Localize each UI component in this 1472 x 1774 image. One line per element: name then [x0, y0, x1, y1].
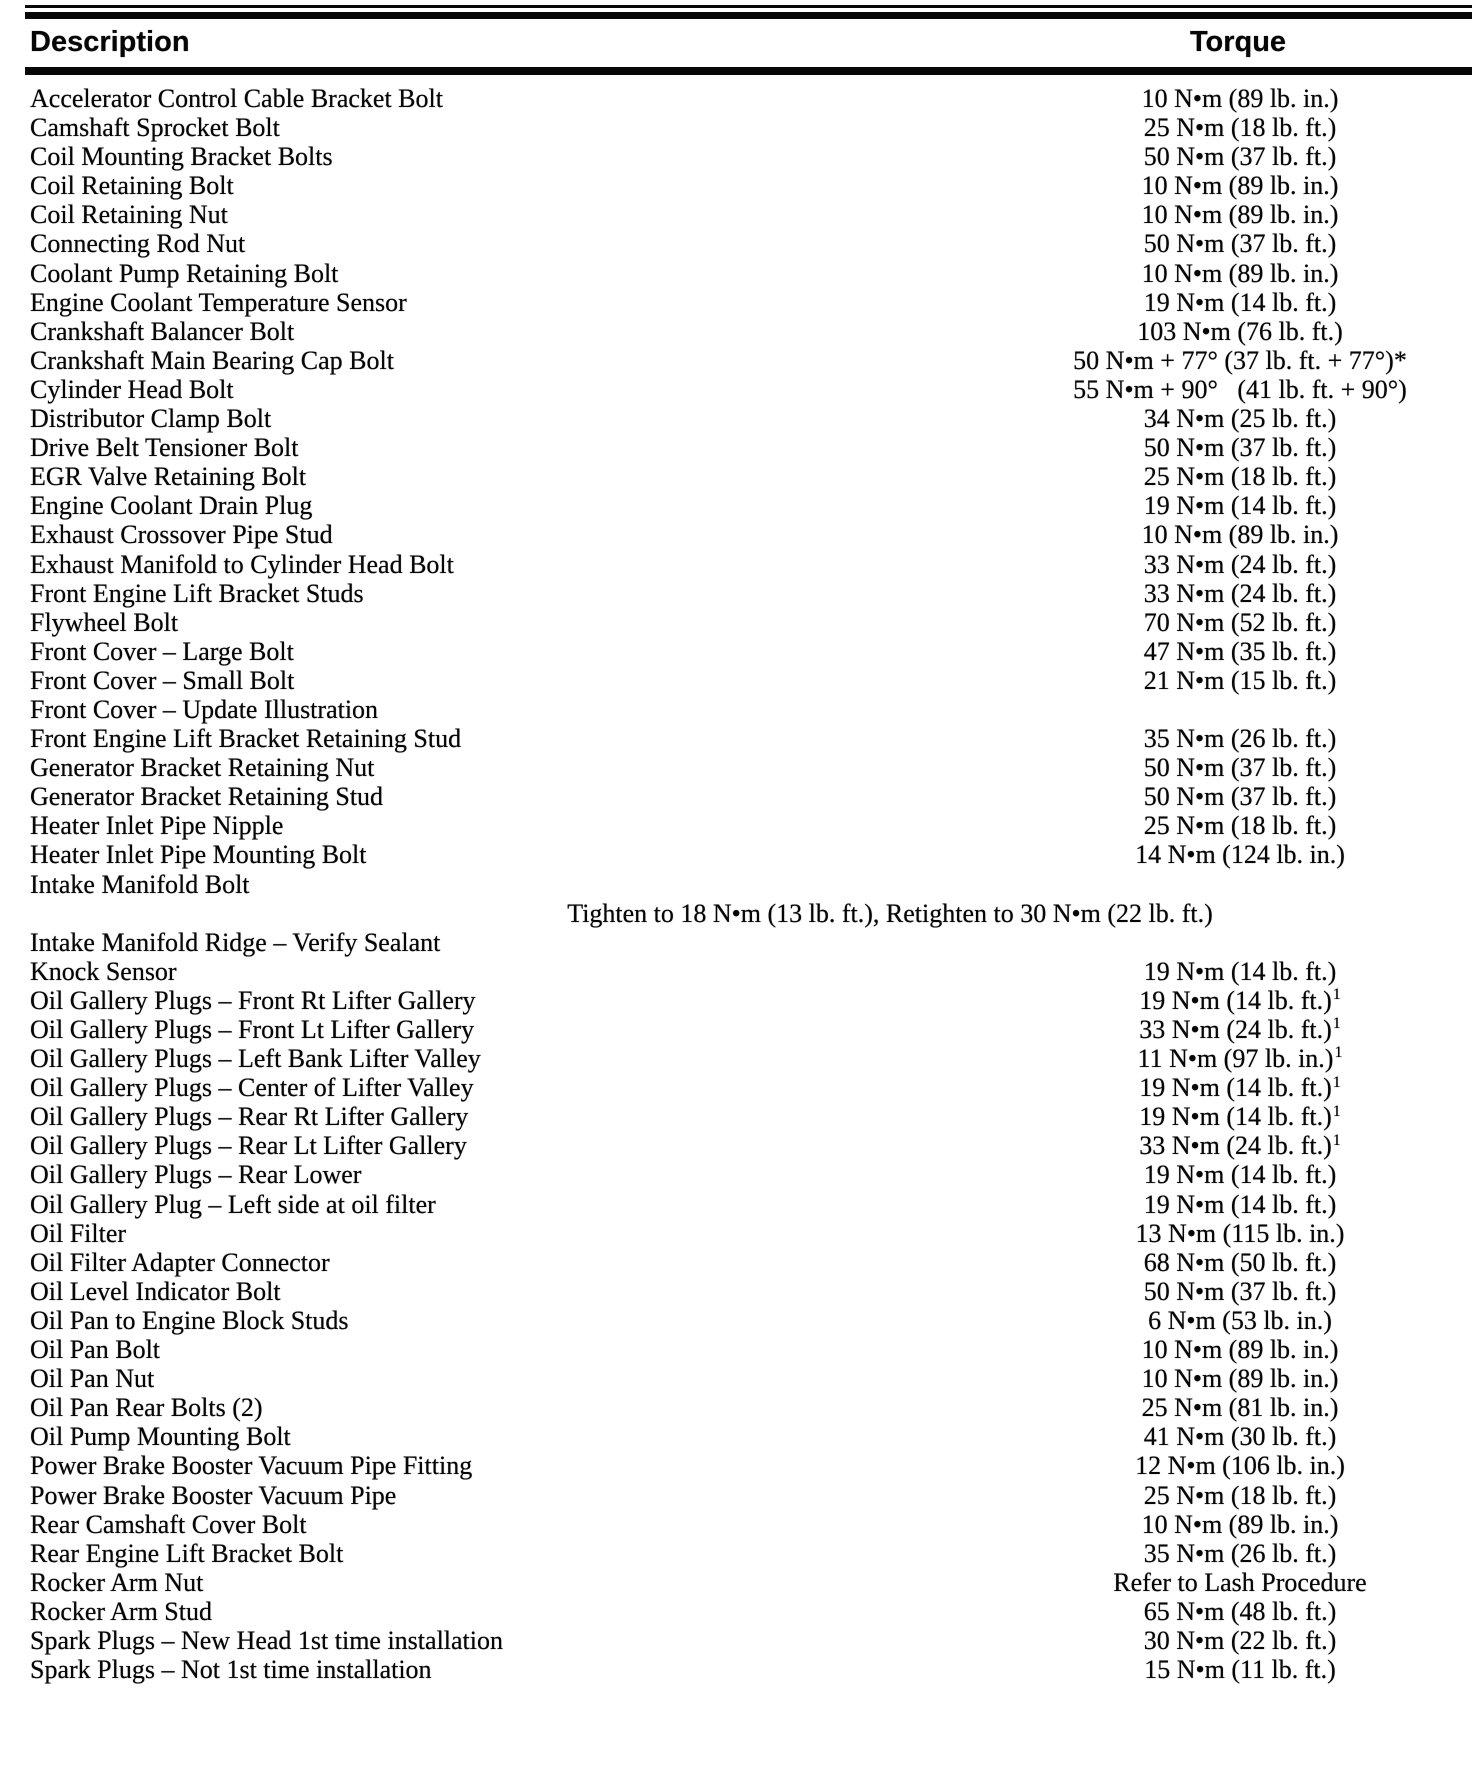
table-row — [0, 1510, 1472, 1539]
table-row — [0, 608, 1472, 637]
column-header-torque: Torque — [1189, 26, 1287, 58]
table-row — [0, 404, 1472, 433]
row-torque-value: 33 N•m (24 lb. ft.)$^1$ — [1139, 1015, 1341, 1044]
table-row — [0, 462, 1472, 491]
row-torque-value: 19 N•m (14 lb. ft.)$^1$ — [1139, 1102, 1341, 1132]
row-description: Spark Plugs – New Head 1st time installation — [30, 1625, 504, 1655]
row-description: Oil Pan Bolt — [30, 1335, 161, 1365]
row-description: Intake Manifold Bolt — [30, 869, 250, 899]
row-torque-value: 19 N•m (14 lb. ft.) — [1143, 1160, 1337, 1190]
row-torque-value: 50 N•m (37 lb. ft.) — [1143, 753, 1337, 783]
header-rule — [25, 67, 1472, 75]
row-torque-footnote-marker: 1 — [1332, 986, 1341, 1004]
row-torque-value: 10 N•m (89 lb. in.) — [1141, 1509, 1339, 1539]
table-row — [0, 1393, 1472, 1422]
table-row — [0, 1539, 1472, 1568]
table-row — [0, 1044, 1472, 1073]
row-description: Accelerator Control Cable Bracket Bolt — [30, 84, 443, 113]
row-torque-value: 10 N•m (89 lb. in.) — [1141, 171, 1339, 201]
table-row — [0, 1568, 1472, 1597]
row-torque-value: 10 N•m (89 lb. in.) — [1141, 200, 1339, 230]
row-torque-value: 68 N•m (50 lb. ft.) — [1143, 1247, 1337, 1277]
row-torque-value: 35 N•m (26 lb. ft.) — [1143, 724, 1337, 754]
row-description: Generator Bracket Retaining Stud — [30, 782, 384, 812]
row-description: Oil Pan Rear Bolts (2) — [30, 1393, 263, 1423]
row-torque-value: 50 N•m (37 lb. ft.) — [1143, 782, 1337, 812]
row-torque-value: 25 N•m (18 lb. ft.) — [1143, 462, 1337, 492]
table-row — [0, 724, 1472, 753]
row-description: Oil Filter Adapter Connector — [30, 1247, 330, 1277]
table-row — [0, 928, 1472, 957]
row-torque-value: 11 N•m (97 lb. in.)$^1$ — [1137, 1044, 1343, 1074]
table-row — [0, 171, 1472, 200]
row-description: Flywheel Bolt — [30, 607, 179, 637]
row-description: Generator Bracket Retaining Nut — [30, 753, 375, 783]
row-description: EGR Valve Retaining Bolt — [30, 462, 307, 492]
table-body — [0, 84, 1472, 1684]
row-description: Connecting Rod Nut — [30, 229, 246, 259]
row-description: Rear Camshaft Cover Bolt — [30, 1509, 307, 1539]
row-torque-value: 41 N•m (30 lb. ft.) — [1143, 1422, 1337, 1452]
row-description: Rocker Arm Nut — [30, 1567, 204, 1597]
row-torque-value: Refer to Lash Procedure — [1113, 1567, 1367, 1597]
row-description: Heater Inlet Pipe Mounting Bolt — [30, 840, 367, 870]
row-description: Engine Coolant Drain Plug — [30, 491, 313, 521]
top-rule-thin — [25, 5, 1472, 8]
row-torque-value: 10 N•m (89 lb. in.) — [1141, 84, 1339, 113]
table-row — [0, 1073, 1472, 1102]
row-torque-value: 6 N•m (53 lb. in.) — [1148, 1305, 1332, 1335]
row-torque-value: 19 N•m (14 lb. ft.) — [1143, 287, 1337, 317]
row-description: Camshaft Sprocket Bolt — [30, 113, 280, 143]
row-torque-value: 33 N•m (24 lb. ft.)$^1$ — [1139, 1131, 1341, 1161]
row-torque-value: 10 N•m (89 lb. in.) — [1141, 258, 1339, 288]
table-row — [0, 1015, 1472, 1044]
table-row — [0, 375, 1472, 404]
table-row — [0, 957, 1472, 986]
table-row — [0, 317, 1472, 346]
row-torque-value: 13 N•m (115 lb. in.) — [1135, 1218, 1345, 1248]
row-torque-value: 19 N•m (14 lb. ft.) — [1143, 956, 1337, 986]
row-description: Intake Manifold Ridge – Verify Sealant — [30, 927, 441, 957]
row-spanning-torque-note: Tighten to 18 N•m (13 lb. ft.), Retighten to 30 N•m (22 lb. ft.) — [567, 898, 1213, 928]
row-torque-footnote-marker: 1 — [1332, 1015, 1341, 1033]
table-row — [0, 1335, 1472, 1364]
row-description: Drive Belt Tensioner Bolt — [30, 433, 299, 463]
row-torque-value: 70 N•m (52 lb. ft.) — [1143, 607, 1337, 637]
table-row — [0, 113, 1472, 142]
table-row — [0, 433, 1472, 462]
row-description: Oil Level Indicator Bolt — [30, 1276, 281, 1306]
row-torque-value: 65 N•m (48 lb. ft.) — [1143, 1596, 1337, 1626]
row-torque-value: 25 N•m (18 lb. ft.) — [1143, 811, 1337, 841]
row-torque-value: 35 N•m (26 lb. ft.) — [1143, 1538, 1337, 1568]
row-torque-value: 103 N•m (76 lb. ft.) — [1137, 316, 1343, 346]
row-description: Knock Sensor — [30, 956, 177, 986]
row-torque-value: 12 N•m (106 lb. in.) — [1135, 1451, 1345, 1481]
table-row — [0, 1451, 1472, 1480]
row-description: Oil Filter — [30, 1218, 127, 1248]
table-row — [0, 579, 1472, 608]
row-description: Cylinder Head Bolt — [30, 374, 234, 404]
table-row — [0, 142, 1472, 171]
table-row — [0, 753, 1472, 782]
table-row — [0, 695, 1472, 724]
table-row — [0, 520, 1472, 549]
table-row — [0, 1597, 1472, 1626]
row-torque-value: 50 N•m (37 lb. ft.) — [1143, 229, 1337, 259]
row-description: Exhaust Crossover Pipe Stud — [30, 520, 333, 550]
row-torque-value: 10 N•m (89 lb. in.) — [1141, 520, 1339, 550]
row-torque-value: 50 N•m + 77° (37 lb. ft. + 77°)* — [1073, 345, 1407, 375]
row-torque-value: 25 N•m (18 lb. ft.) — [1143, 113, 1337, 143]
table-row — [0, 1306, 1472, 1335]
table-row — [0, 840, 1472, 869]
table-row — [0, 1422, 1472, 1451]
row-torque-value: 33 N•m (24 lb. ft.) — [1143, 549, 1337, 579]
row-torque-value: 50 N•m (37 lb. ft.) — [1143, 142, 1337, 172]
row-description: Front Cover – Small Bolt — [30, 665, 295, 695]
table-row — [0, 1481, 1472, 1510]
row-description: Front Cover – Update Illustration — [30, 694, 379, 724]
table-row-note — [0, 899, 1472, 928]
top-rule-thick — [25, 12, 1472, 19]
row-description: Distributor Clamp Bolt — [30, 404, 272, 434]
row-description: Front Engine Lift Bracket Studs — [30, 578, 364, 608]
row-torque-footnote-marker: 1 — [1332, 1073, 1341, 1091]
row-description: Oil Gallery Plugs – Front Rt Lifter Gallery — [30, 985, 476, 1015]
row-torque-value: 50 N•m (37 lb. ft.) — [1143, 433, 1337, 463]
table-row — [0, 1102, 1472, 1131]
row-description: Coil Retaining Bolt — [30, 171, 234, 201]
table-row — [0, 84, 1472, 113]
table-row — [0, 1277, 1472, 1306]
row-torque-value: 25 N•m (81 lb. in.) — [1141, 1393, 1339, 1423]
row-description: Oil Pan Nut — [30, 1364, 155, 1394]
row-torque-value: 47 N•m (35 lb. ft.) — [1143, 636, 1337, 666]
row-torque-value: 50 N•m (37 lb. ft.) — [1143, 1276, 1337, 1306]
row-description: Coil Retaining Nut — [30, 200, 228, 230]
table-row — [0, 288, 1472, 317]
row-torque-value: 30 N•m (22 lb. ft.) — [1143, 1625, 1337, 1655]
row-torque-footnote-marker: 1 — [1332, 1102, 1341, 1120]
row-description: Power Brake Booster Vacuum Pipe — [30, 1480, 397, 1510]
table-row — [0, 550, 1472, 579]
row-torque-value: 10 N•m (89 lb. in.) — [1141, 1364, 1339, 1394]
row-torque-value: 34 N•m (25 lb. ft.) — [1143, 404, 1337, 434]
row-torque-value: 10 N•m (89 lb. in.) — [1141, 1335, 1339, 1365]
row-torque-value: 19 N•m (14 lb. ft.)$^1$ — [1139, 1073, 1341, 1103]
row-description: Rear Engine Lift Bracket Bolt — [30, 1538, 344, 1568]
row-torque-value: 19 N•m (14 lb. ft.) — [1143, 491, 1337, 521]
row-description: Coil Mounting Bracket Bolts — [30, 142, 333, 172]
row-description: Oil Gallery Plug – Left side at oil filter — [30, 1189, 436, 1219]
row-torque-footnote-marker: 1 — [1334, 1044, 1343, 1062]
row-torque-value: 19 N•m (14 lb. ft.)$^1$ — [1139, 985, 1341, 1015]
table-row — [0, 1626, 1472, 1655]
table-row — [0, 782, 1472, 811]
row-torque-value: 19 N•m (14 lb. ft.) — [1143, 1189, 1337, 1219]
row-description: Exhaust Manifold to Cylinder Head Bolt — [30, 549, 454, 579]
table-row — [0, 666, 1472, 695]
table-row — [0, 870, 1472, 899]
row-description: Oil Gallery Plugs – Front Lt Lifter Gallery — [30, 1015, 475, 1044]
row-torque-value: 21 N•m (15 lb. ft.) — [1143, 665, 1337, 695]
table-row — [0, 986, 1472, 1015]
row-description: Spark Plugs – Not 1st time installation — [30, 1655, 432, 1685]
row-description: Engine Coolant Temperature Sensor — [30, 287, 407, 317]
row-description: Power Brake Booster Vacuum Pipe Fitting — [30, 1451, 473, 1481]
row-torque-footnote-marker: 1 — [1332, 1131, 1341, 1149]
row-torque-value: 55 N•m + 90° (41 lb. ft. + 90°) — [1073, 374, 1407, 404]
row-description: Oil Gallery Plugs – Center of Lifter Valley — [30, 1073, 474, 1103]
row-torque-value: 25 N•m (18 lb. ft.) — [1143, 1480, 1337, 1510]
row-description: Front Engine Lift Bracket Retaining Stud — [30, 724, 462, 754]
table-row — [0, 1131, 1472, 1160]
table-row — [0, 1364, 1472, 1393]
table-row — [0, 1190, 1472, 1219]
row-description: Heater Inlet Pipe Nipple — [30, 811, 284, 841]
row-description: Coolant Pump Retaining Bolt — [30, 258, 339, 288]
row-description: Rocker Arm Stud — [30, 1596, 212, 1626]
row-description: Crankshaft Balancer Bolt — [30, 316, 295, 346]
row-description: Front Cover – Large Bolt — [30, 636, 294, 666]
row-description: Oil Gallery Plugs – Rear Lower — [30, 1160, 362, 1190]
row-description: Oil Gallery Plugs – Rear Rt Lifter Gallery — [30, 1102, 469, 1132]
row-description: Oil Gallery Plugs – Left Bank Lifter Valley — [30, 1044, 481, 1074]
row-torque-value: 14 N•m (124 lb. in.) — [1135, 840, 1345, 870]
table-row — [0, 1655, 1472, 1684]
row-description: Oil Gallery Plugs – Rear Lt Lifter Gallery — [30, 1131, 467, 1161]
row-description: Oil Pump Mounting Bolt — [30, 1422, 291, 1452]
table-row — [0, 491, 1472, 520]
column-header-description: Description — [30, 26, 190, 58]
table-row — [0, 259, 1472, 288]
table-row — [0, 1219, 1472, 1248]
table-row — [0, 811, 1472, 840]
row-torque-value: 15 N•m (11 lb. ft.) — [1144, 1655, 1336, 1685]
table-row — [0, 1248, 1472, 1277]
table-row — [0, 229, 1472, 258]
row-torque-value: 33 N•m (24 lb. ft.) — [1143, 578, 1337, 608]
table-row — [0, 346, 1472, 375]
row-description: Oil Pan to Engine Block Studs — [30, 1305, 349, 1335]
table-row — [0, 637, 1472, 666]
table-row — [0, 1160, 1472, 1189]
table-row — [0, 200, 1472, 229]
row-description: Crankshaft Main Bearing Cap Bolt — [30, 345, 394, 375]
